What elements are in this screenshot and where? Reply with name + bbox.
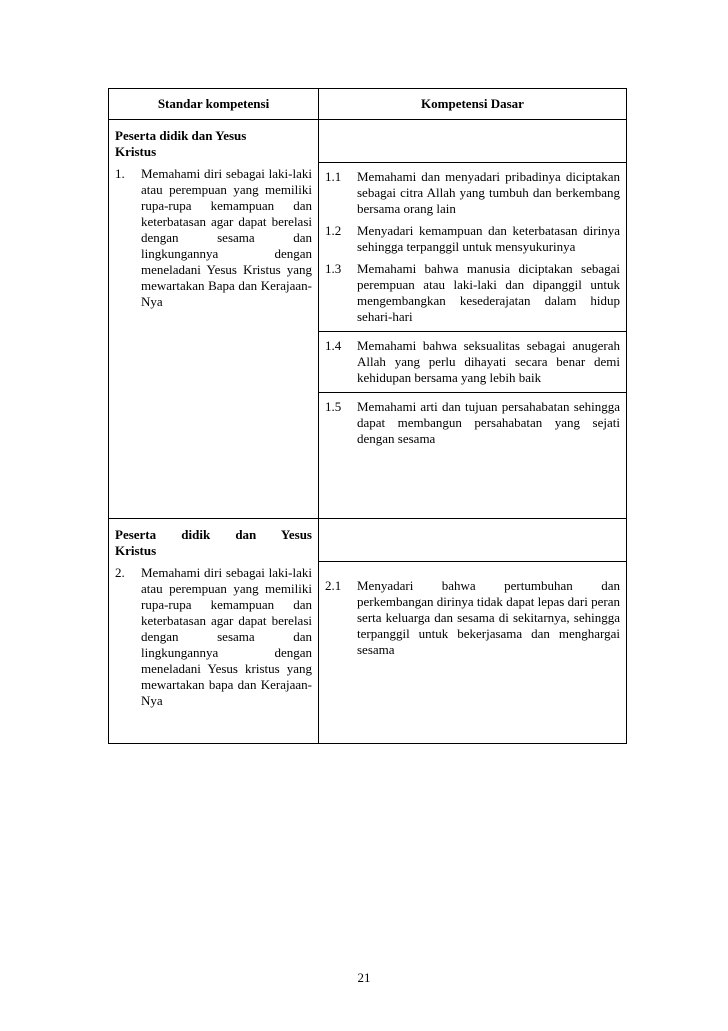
competency-text: Menyadari bahwa pertumbuhan dan perkembangan dirinya tidak dapat lepas dari peran serta keluarga dan sesama di sekitarnya, sehingga terpanggil untuk bekerjasama dan menghargai sesama [357,578,620,657]
competency-cell-1 [319,120,627,519]
competency-cell-2 [319,519,627,744]
standard-cell-2 [109,519,319,744]
competency-table [108,88,627,744]
section-title-1 [115,128,312,160]
section-title-2 [115,527,312,559]
header-basic-competency: Kompetensi Dasar [319,89,627,120]
competency-text: Memahami bahwa manusia diciptakan sebagai perempuan atau laki-laki dan dipanggil untuk mengembangkan kesederajatan dalam hidup sehari-hari [357,261,620,324]
competency-text: Menyadari kemampuan dan keterbatasan dirinya sehingga terpanggil untuk mensyukurinya [357,223,620,254]
section-row-2 [109,519,627,744]
standard-number-1: 1. [115,166,125,181]
section-title-1-line2: Kristus [115,144,157,159]
standard-cell-1 [109,120,319,519]
competency-item [319,578,620,658]
standard-number-2: 2. [115,565,125,580]
competency-number: 1.4 [325,338,342,353]
competency-text: Memahami arti dan tujuan persahabatan sehingga dapat membangun persahabatan yang sejati dengan sesama [357,399,620,446]
competency-spacer-1 [319,120,626,163]
competency-spacer-2 [319,519,626,562]
header-standard-competency: Standar kompetensi [109,89,319,120]
competency-number: 1.1 [325,169,342,184]
competency-number: 2.1 [325,578,342,593]
page-number: 21 [357,970,371,985]
competency-text: Memahami dan menyadari pribadinya diciptakan sebagai citra Allah yang tumbuh dan berkembang bersama orang lain [357,169,620,216]
competency-divider [319,392,626,393]
standard-text-1: Memahami diri sebagai laki-laki atau perempuan yang memiliki rupa-rupa kemampuan dan keterbatasan agar dapat berelasi dengan sesama dan lingkungannya dengan meneladani Yesus Kristus yang mewartakan Bapa dan Kerajaan-Nya [141,166,312,309]
section-row-1 [109,120,627,519]
competency-text: Memahami bahwa seksualitas sebagai anugerah Allah yang perlu dihayati secara benar demi kehidupan bersama yang lebih baik [357,338,620,385]
standard-item-2 [115,565,312,709]
section-title-1-line1: Peserta didik dan Yesus [115,128,247,143]
competency-item [319,338,620,386]
section-title-2-line1: Peserta didik dan Yesus [115,527,312,542]
section-title-2-line2: Kristus [115,543,157,558]
table-header-row [109,89,627,120]
competency-number: 1.5 [325,399,342,414]
competency-item [319,169,620,217]
competency-number: 1.3 [325,261,342,276]
standard-text-2: Memahami diri sebagai laki-laki atau perempuan yang memiliki rupa-rupa kemampuan dan keterbatasan agar dapat berelasi dengan sesama dan lingkungannya dengan meneladani Yesus kristus yang mewartakan bapa dan Kerajaan-Nya [141,565,312,708]
competency-number: 1.2 [325,223,342,238]
competency-item [319,223,620,255]
competency-item [319,399,620,447]
competency-item [319,261,620,325]
competency-divider [319,331,626,332]
standard-item-1 [115,166,312,310]
